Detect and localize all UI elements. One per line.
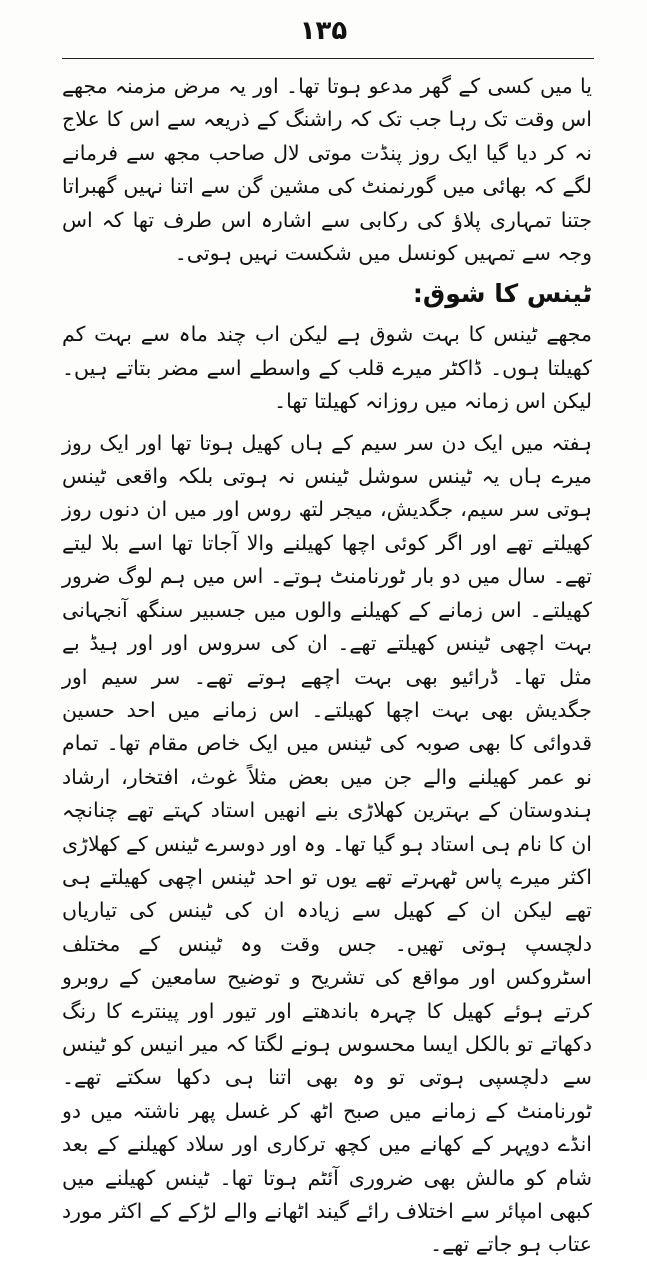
section-heading <box>62 276 592 312</box>
paragraph-3: ہفتہ میں ایک دن سر سیم کے ہاں کھیل ہوتا تھا اور ایک روز میرے ہاں یہ ٹینس سوشل ٹینس نہ ہوتی بلکہ واقعی ٹینس ہوتی سر سیم، جگدیش، میجر لتھ روس اور میں ان دنوں روز کھیلتے تھے اور اگر کوئی اچھا کھیلنے والا آجاتا تھا اسے بلا لیتے تھے۔ سال میں دو بار ٹورنامنٹ ہوتے۔ اس میں ہم لوگ ضرور کھیلتے۔ اس زمانے کے کھیلنے والوں میں جسبیر سنگھ آنجہانی بہت اچھی ٹینس کھیلتے تھے۔ ان کی سروس اور اور ہیڈ بے مثل تھا۔ ڈرائیو بھی بہت اچھے ہوتے تھے۔ سر سیم اور جگدیش بھی بہت اچھا کھیلتے۔ اس زمانے میں احد حسین قدوائی کا بھی صوبہ کی ٹینس میں ایک خاص مقام تھا۔ تمام نو عمر کھیلنے والے جن میں بعض مثلاً غوث، افتخار، ارشاد ہندوستان کے بہترین کھلاڑی بنے انھیں استاد کہتے تھے چنانچہ ان کا نام ہی استاد ہو گیا تھا۔ وہ اور دوسرے ٹینس کے کھلاڑی اکثر میرے پاس ٹھہرتے تھے یوں تو احد ٹینس اچھی کھیلتے ہی تھے لیکن ان کے کھیل سے زیادہ ان کی ٹینس کی تیاریاں دلچسپ ہوتی تھیں۔ جس وقت وہ ٹینس کے مختلف اسٹروکس اور مواقع کی تشریح و توضیح سامعین کے روبرو کرتے ہوئے کھیل کا چہرہ باندھتے اور تیور اور پینترے کا رنگ دکھاتے تو بالکل ایسا محسوس ہونے لگتا کہ میر انیس کو ٹینس سے دلچسپی ہوتی تو وہ بھی اتنا ہی دکھا سکتے تھے۔ ٹورنامنٹ کے زمانے میں صبح اٹھ کر غسل پھر ناشتہ میں دو انڈے دوپہر کے کھانے میں کچھ ترکاری اور سلاد کھیلنے کے بعد شام کو مالش بھی ضروری آئٹم ہوتا تھا۔ ٹینس کھیلنے میں کبھی امپائر سے اختلاف رائے گیند اٹھانے والے لڑکے کے اکثر مورد عتاب ہو جاتے تھے۔ <box>62 430 592 1257</box>
page-number: ۱۳۵ <box>299 16 348 46</box>
paragraph-2: مجھے ٹینس کا بہت شوق ہے لیکن اب چند ماہ سے بہت کم کھیلتا ہوں۔ ڈاکٹر میرے قلب کے واسطے اسے مضر بتاتے ہیں۔ لیکن اس زمانہ میں روزانہ کھیلتا تھا۔ <box>62 322 592 414</box>
header-rule <box>62 58 594 59</box>
section-heading-text: ٹینس کا شوق <box>422 279 592 309</box>
paragraph-1: یا میں کسی کے گھر مدعو ہوتا تھا۔ اور یہ مرض مزمنہ مجھے اس وقت تک رہا جب تک کہ راشنگ کے ذریعہ سے اس کا علاج نہ کر دیا گیا ایک روز پنڈت موتی لال صاحب مجھ سے فرمانے لگے کہ بھائی میں گورنمنٹ کی مشین گن سے اتنا نہیں گھبراتا جتنا تمہاری پلاؤ کی رکابی سے اشارہ اس طرف تھا کہ اس وجہ سے تمہیں کونسل میں شکست نہیں ہوتی۔ <box>62 74 592 266</box>
section-heading-colon: : <box>412 279 423 309</box>
page-body <box>62 70 592 1262</box>
